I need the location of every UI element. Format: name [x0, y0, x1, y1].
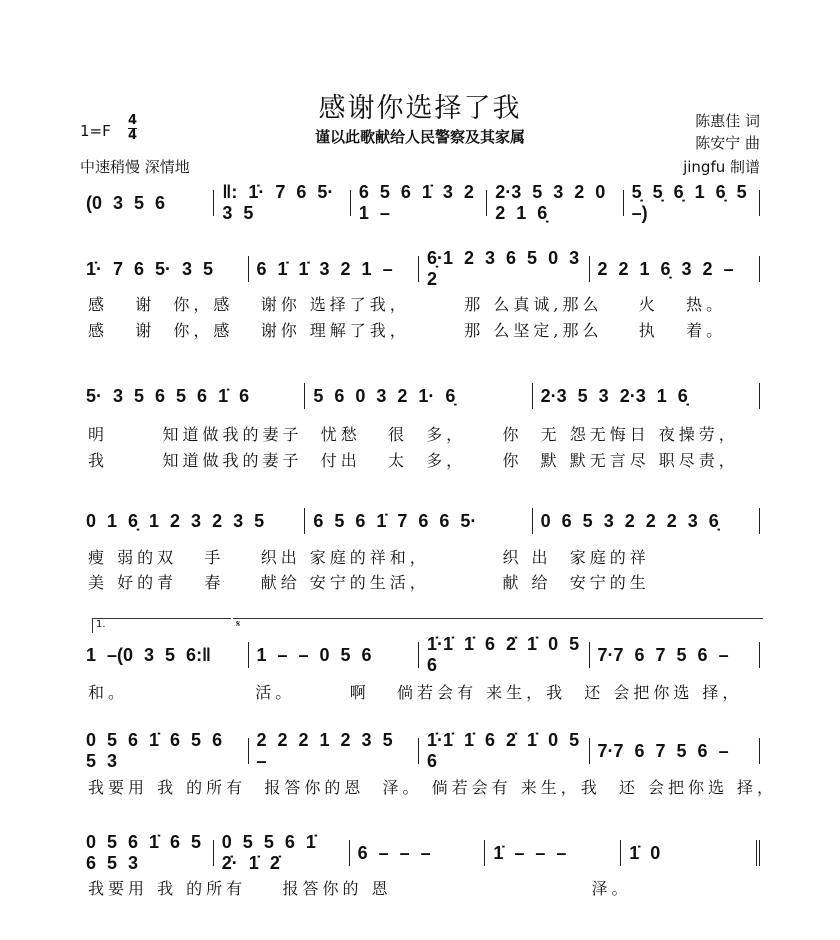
tempo-marking: 中速稍慢 深情地 — [80, 158, 190, 176]
lyric-line: 美 好的青 春 献给 安宁的生活， 献 给 安宁的生 — [88, 573, 650, 592]
measure: 2·3 5 3 2 0 2 1 6̣ — [487, 190, 623, 216]
measure: 6 5 6 1̇ 7 6 6 5· — [305, 508, 532, 534]
measure: 2 2 2 1 2 3 5 – — [249, 738, 420, 764]
key-signature: 1=F — [80, 122, 111, 140]
time-signature — [128, 114, 137, 143]
song-title: 感谢你选择了我 — [318, 93, 522, 124]
lyric-line: 我要用 我 的所有 报答你的恩 泽。 倘若会有 来生，我 还 会把你选 择， — [88, 778, 778, 797]
measure: 6̣·1 2 3 6 5 0 3 2 — [419, 256, 590, 282]
lyric-line: 我 知道做我的妻子 付出 太 多， 你 默 默无言尽 职尽责， — [88, 451, 739, 470]
measure: 6 5 6 1̇ 3 2 1 – — [351, 190, 487, 216]
notation-line — [78, 248, 760, 289]
measure: 1 – – 0 5 6 — [249, 642, 420, 668]
measure: 6 1̇ 1̇ 3 2 1 – — [249, 256, 420, 282]
measure: 0 1 6̣ 1 2 3 2 3 5 — [78, 508, 305, 534]
measure: 0 5 6 1̇ 6 5 6 5 3 — [78, 738, 249, 764]
arranger: jingfu 制谱 — [683, 158, 760, 176]
lyric-line: 明 知道做我的妻子 忧愁 很 多， 你 无 怨无悔日 夜操劳， — [88, 425, 739, 444]
lyric-line: 和。 活。 啊 倘若会有 来生，我 还 会把你选 择， — [88, 683, 743, 702]
measure: 7·7 6 7 5 6 – — [590, 642, 761, 668]
measure: 7·7 6 7 5 6 – — [590, 738, 761, 764]
measure: ‖: 1̇· 7 6 5· 3 5 — [214, 190, 350, 216]
notation-line — [78, 182, 760, 223]
measure: (0 3 5 6 — [78, 190, 214, 216]
notation-line — [78, 634, 760, 675]
lyric-line: 瘦 弱的双 手 织出 家庭的祥和， 织 出 家庭的祥 — [88, 548, 650, 567]
measure: 0 6 5 3 2 2 2 3 6̣ — [533, 508, 760, 534]
measure: 1̇·1̇ 1̇ 6 2̇ 1̇ 0 5 6 — [419, 738, 590, 764]
measure: 1̇ 0 — [621, 840, 760, 866]
lyricist: 陈惠佳 词 — [695, 112, 760, 130]
measure: 5̣ 5̣ 6̣ 1 6̣ 5 –) — [624, 190, 760, 216]
time-bottom: 4 — [128, 128, 138, 143]
measure: 6 – – – — [350, 840, 486, 866]
measure: 0 5 5 6 1̇ 2̇· 1̇ 2̇ — [214, 840, 350, 866]
lyric-line: 我要用 我 的所有 报答你的 恩 泽。 — [88, 879, 632, 898]
measure: 1 –(0 3 5 6:‖ — [78, 642, 249, 668]
segno-bracket: 𝄋 — [233, 618, 763, 633]
notation-line — [78, 508, 760, 534]
measure: 0 5 6 1̇ 6 5 6 5 3 — [78, 840, 214, 866]
song-subtitle: 谨以此歌献给人民警察及其家属 — [314, 128, 525, 146]
measure: 5· 3 5 6 5 6 1̇ 6 — [78, 383, 305, 409]
composer: 陈安宁 曲 — [695, 134, 760, 152]
lyric-line: 感 谢 你，感 谢你 选择了我， 那 么真诚,那么 火 热。 — [88, 295, 727, 314]
first-ending-bracket: 1. — [92, 618, 231, 633]
notation-line — [78, 383, 760, 409]
measure: 1̇· 7 6 5· 3 5 — [78, 256, 249, 282]
measure: 1̇·1̇ 1̇ 6 2̇ 1̇ 0 5 6 — [419, 642, 590, 668]
measure: 5 6 0 3 2 1· 6̣ — [305, 383, 532, 409]
time-top: 4 — [128, 113, 138, 128]
measure: 2 2 1 6̣ 3 2 – — [590, 256, 761, 282]
measure: 1̇ – – – — [485, 840, 621, 866]
notation-line — [78, 730, 760, 771]
lyric-line: 感 谢 你，感 谢你 理解了我， 那 么坚定,那么 执 着。 — [88, 321, 727, 340]
measure: 2·3 5 3 2·3 1 6̣ — [533, 383, 760, 409]
notation-line — [78, 832, 760, 873]
